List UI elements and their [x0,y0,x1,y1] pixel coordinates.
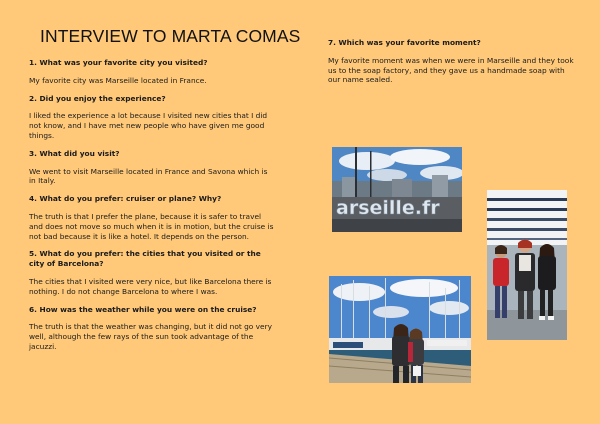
cruise-ship-photo [487,190,567,340]
answer-4: The truth is that I prefer the plane, because it is safer to travel and does not move so much when it is in motion, but the cruise is not bad because it is like a hotel. It depends on the person. [29,211,274,241]
harbor-photo [329,276,471,383]
question-2: 2. Did you enjoy the experience? [29,93,166,103]
question-5: 5. What do you prefer: the cities that you visited or the city of Barcelona? [29,249,261,269]
marseille-sign-text: arseille.fr [336,197,440,219]
answer-3: We went to visit Marseille located in France and Savona which is in Italy. [29,166,268,186]
question-1: 1. What was your favorite city you visited? [29,58,208,67]
left-column [29,58,274,360]
question-3: 3. What did you visit? [29,148,120,158]
marseille-sign-photo [332,147,462,232]
answer-7: My favorite moment was when we were in Marseille and they took us to the soap factory, and they gave us a handmade soap with our name sealed. [328,55,574,85]
page-title: INTERVIEW TO MARTA COMAS [40,26,301,46]
right-column [328,38,576,93]
answer-2: I liked the experience a lot because I visited new cities that I did not know, and I have met new people who have given me good things. [29,111,268,140]
answer-5: The cities that I visited were very nice, but like Barcelona there is nothing. I do not change Barcelona to where I was. [29,276,272,296]
question-7: 7. Which was your favorite moment? [328,38,481,47]
answer-1: My favorite city was Marseille located in France. [29,75,207,85]
question-4: 4. What do you prefer: cruiser or plane? Why? [29,194,222,204]
answer-6: The truth is that the weather was changing, but it did not go very well, although the few rays of the sun took advantage of the jacuzzi. [29,322,272,351]
question-6: 6. How was the weather while you were on the cruise? [29,304,257,314]
